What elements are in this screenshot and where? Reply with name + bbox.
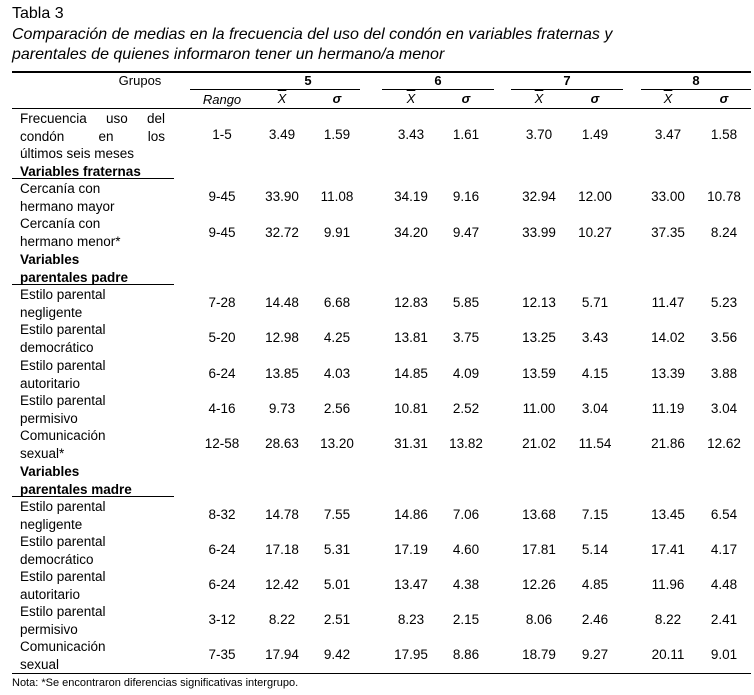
sd-cell: 13.20: [320, 436, 354, 451]
rango-cell: 7-35: [208, 647, 236, 662]
mean-cell: 13.47: [394, 577, 428, 592]
row-label-madre-negligente: [20, 498, 106, 533]
label-line: Estilo parental: [20, 499, 106, 514]
mean-cell: 28.63: [265, 436, 299, 451]
mean-header-5: $\overline{X}$: [277, 91, 287, 106]
sd-cell: 4.17: [710, 542, 738, 557]
mean-cell: 8.23: [397, 612, 425, 627]
section-line: parentales padre: [20, 269, 129, 285]
mean-cell: 14.86: [394, 507, 428, 522]
rango-cell: 6-24: [208, 577, 236, 592]
mean-cell: 11.96: [651, 577, 685, 592]
row-label-madre-autoritario: [20, 568, 106, 603]
mean-cell: 18.79: [522, 647, 556, 662]
mean-cell: 11.19: [651, 401, 685, 416]
mean-cell: 32.72: [265, 225, 299, 240]
mean-cell: 17.81: [522, 542, 556, 557]
mean-cell: 33.00: [651, 189, 685, 204]
sd-cell: 1.61: [452, 127, 480, 142]
label-line: Cercanía con: [20, 181, 101, 196]
sd-cell: 9.42: [323, 647, 351, 662]
caption-line-2: parentales de quienes informaron tener un hermano/a menor: [12, 46, 445, 63]
sd-cell: 6.68: [323, 295, 351, 310]
sd-cell: 7.06: [452, 507, 480, 522]
label-line: últimos seis meses: [20, 146, 135, 161]
rango-cell: 6-24: [208, 366, 236, 381]
label-line: Estilo parental: [20, 322, 106, 337]
mean-cell: 13.68: [522, 507, 556, 522]
section-madre: [20, 463, 132, 498]
mean-cell: 21.02: [522, 436, 556, 451]
mean-cell: 3.43: [397, 127, 425, 142]
row-label-cercania-mayor: [20, 180, 115, 215]
group-6-rule: [382, 89, 494, 90]
mean-cell: 21.86: [651, 436, 685, 451]
row-label-madre-democratico: [20, 533, 106, 568]
label-line: sexual*: [20, 445, 65, 461]
label-line: Comunicación: [20, 428, 106, 443]
row-label-padre-autoritario: [20, 357, 106, 392]
mean-cell: 8.06: [525, 612, 553, 627]
rango-cell: 6-24: [208, 542, 236, 557]
sd-cell: 6.54: [710, 507, 738, 522]
group-8-header: 8: [692, 73, 700, 88]
label-line: negligente: [20, 304, 83, 320]
rango-header: Rango: [202, 92, 242, 107]
mean-cell: 14.48: [265, 295, 299, 310]
mean-cell: 11.00: [522, 401, 556, 416]
sd-cell: 11.54: [578, 436, 612, 451]
sd-cell: 3.56: [710, 330, 738, 345]
sd-cell: 12.62: [707, 436, 741, 451]
mean-cell: 13.45: [651, 507, 685, 522]
label-line: Comunicación: [20, 639, 106, 654]
row-label-padre-permisivo: [20, 392, 106, 427]
mean-cell: 14.85: [394, 366, 428, 381]
row-label-cercania-menor: [20, 215, 121, 250]
header-rule: [12, 108, 751, 109]
sd-header-5: σ: [332, 91, 342, 106]
sd-cell: 2.46: [581, 612, 609, 627]
frecuencia-label: [20, 110, 165, 163]
label-line: Estilo parental: [20, 534, 106, 549]
sd-header-6: σ: [461, 91, 471, 106]
sd-cell: 5.85: [452, 295, 480, 310]
sd-cell: 9.91: [323, 225, 351, 240]
label-line: autoritario: [20, 586, 81, 602]
mean-cell: 17.19: [394, 542, 428, 557]
bottom-rule: [12, 673, 751, 674]
sd-cell: 2.15: [452, 612, 480, 627]
label-line: democrático: [20, 551, 94, 567]
row-label-padre-negligente: [20, 286, 106, 321]
caption-line-1: Comparación de medias en la frecuencia del uso del condón en variables fraternas y: [12, 26, 613, 43]
rango-cell: 3-12: [208, 612, 236, 627]
mean-cell: 12.26: [522, 577, 556, 592]
sd-cell: 2.51: [323, 612, 351, 627]
sd-cell: 4.25: [323, 330, 351, 345]
mean-cell: 13.85: [265, 366, 299, 381]
row-label-padre-comunicacion: [20, 427, 106, 462]
sd-cell: 4.38: [452, 577, 480, 592]
mean-cell: 13.39: [651, 366, 685, 381]
mean-cell: 12.13: [522, 295, 556, 310]
mean-cell: 8.22: [268, 612, 296, 627]
mean-cell: 11.47: [651, 295, 685, 310]
group-5-header: 5: [304, 73, 312, 88]
sd-cell: 9.16: [452, 189, 480, 204]
mean-cell: 14.02: [651, 330, 685, 345]
rango-cell: 4-16: [208, 401, 236, 416]
sd-cell: 1.58: [710, 127, 738, 142]
sd-cell: 7.15: [581, 507, 609, 522]
sd-cell: 1.49: [581, 127, 609, 142]
sd-cell: 4.60: [452, 542, 480, 557]
group-7-rule: [511, 89, 623, 90]
sd-cell: 3.43: [581, 330, 609, 345]
mean-header-6: $\overline{X}$: [406, 91, 416, 106]
sd-cell: 5.01: [323, 577, 351, 592]
row-label-madre-permisivo: [20, 603, 106, 638]
group-7-header: 7: [563, 73, 571, 88]
mean-cell: 32.94: [522, 189, 556, 204]
rango-cell: 8-32: [208, 507, 236, 522]
group-6-header: 6: [434, 73, 442, 88]
mean-cell: 34.19: [394, 189, 428, 204]
sd-cell: 4.48: [710, 577, 738, 592]
sd-header-7: σ: [590, 91, 600, 106]
label-line: democrático: [20, 339, 94, 355]
sd-cell: 5.71: [581, 295, 609, 310]
label-line: Estilo parental: [20, 569, 106, 584]
mean-cell: 13.81: [394, 330, 428, 345]
rango-cell: 9-45: [208, 189, 236, 204]
mean-cell: 17.95: [394, 647, 428, 662]
section-line: parentales madre: [20, 481, 132, 497]
mean-cell: 17.94: [265, 647, 299, 662]
rango-cell: 7-28: [208, 295, 236, 310]
section-padre: [20, 251, 128, 286]
section-fraternas: Variables fraternas: [20, 164, 141, 179]
label-line: Estilo parental: [20, 604, 106, 619]
sd-header-8: σ: [719, 91, 729, 106]
group-5-rule: [190, 89, 360, 90]
group-8-rule: [641, 89, 751, 90]
sd-cell: 5.14: [581, 542, 609, 557]
sd-cell: 4.85: [581, 577, 609, 592]
label-line: Cercanía con: [20, 216, 101, 231]
label-line: negligente: [20, 516, 83, 532]
sd-cell: 1.59: [323, 127, 351, 142]
rango-cell: 9-45: [208, 225, 236, 240]
sd-cell: 11.08: [320, 189, 354, 204]
mean-cell: 33.99: [522, 225, 556, 240]
sd-cell: 2.56: [323, 401, 351, 416]
mean-header-8: $\overline{X}$: [663, 91, 673, 106]
table-note: Nota: *Se encontraron diferencias significativas intergrupo.: [12, 677, 299, 689]
mean-cell: 37.35: [651, 225, 685, 240]
rango-cell: 12-58: [204, 436, 240, 451]
label-line: autoritario: [20, 375, 81, 391]
sd-cell: 3.88: [710, 366, 738, 381]
mean-cell: 31.31: [394, 436, 428, 451]
mean-cell: 3.49: [268, 127, 296, 142]
sd-cell: 3.04: [710, 401, 738, 416]
mean-cell: 17.41: [651, 542, 685, 557]
row-label-padre-democratico: [20, 321, 106, 356]
mean-cell: 14.78: [265, 507, 299, 522]
rango-cell: 5-20: [208, 330, 236, 345]
section-line: Variables: [20, 464, 80, 479]
label-line: Estilo parental: [20, 358, 106, 373]
sd-cell: 5.31: [323, 542, 351, 557]
mean-cell: 17.18: [265, 542, 299, 557]
sd-cell: 4.15: [581, 366, 609, 381]
mean-cell: 9.73: [268, 401, 296, 416]
sd-cell: 4.03: [323, 366, 351, 381]
mean-cell: 13.59: [522, 366, 556, 381]
sd-cell: 2.52: [452, 401, 480, 416]
table-label: Tabla 3: [12, 5, 64, 22]
sd-cell: 3.75: [452, 330, 480, 345]
sd-cell: 9.27: [581, 647, 609, 662]
mean-cell: 12.42: [265, 577, 299, 592]
sd-cell: 2.41: [710, 612, 738, 627]
mean-cell: 20.11: [651, 647, 685, 662]
rango-cell: 1-5: [212, 127, 232, 142]
sd-cell: 3.04: [581, 401, 609, 416]
sd-cell: 4.09: [452, 366, 480, 381]
sd-cell: 7.55: [323, 507, 351, 522]
mean-header-7: $\overline{X}$: [534, 91, 544, 106]
mean-cell: 12.98: [265, 330, 299, 345]
label-line: hermano mayor: [20, 198, 115, 214]
section-line: Variables: [20, 252, 80, 267]
label-line: Estilo parental: [20, 393, 106, 408]
grupos-header: Grupos: [118, 73, 162, 88]
mean-cell: 8.22: [654, 612, 682, 627]
sd-cell: 12.00: [578, 189, 612, 204]
sd-cell: 10.78: [707, 189, 741, 204]
mean-cell: 3.70: [525, 127, 553, 142]
sd-cell: 10.27: [578, 225, 612, 240]
mean-cell: 12.83: [394, 295, 428, 310]
mean-cell: 13.25: [522, 330, 556, 345]
sd-cell: 8.86: [452, 647, 480, 662]
sd-cell: 8.24: [710, 225, 738, 240]
label-line: condón en los: [20, 128, 165, 144]
sd-cell: 9.47: [452, 225, 480, 240]
label-line: hermano menor*: [20, 233, 121, 249]
mean-cell: 34.20: [394, 225, 428, 240]
label-line: Estilo parental: [20, 287, 106, 302]
label-line: Frecuencia uso del: [20, 111, 165, 126]
sd-cell: 13.82: [449, 436, 483, 451]
label-line: sexual: [20, 656, 60, 672]
sd-cell: 9.01: [710, 647, 738, 662]
sd-cell: 5.23: [710, 295, 738, 310]
mean-cell: 3.47: [654, 127, 682, 142]
mean-cell: 33.90: [265, 189, 299, 204]
label-line: permisivo: [20, 410, 78, 426]
mean-cell: 10.81: [394, 401, 428, 416]
label-line: permisivo: [20, 621, 78, 637]
row-label-madre-comunicacion: [20, 638, 106, 673]
